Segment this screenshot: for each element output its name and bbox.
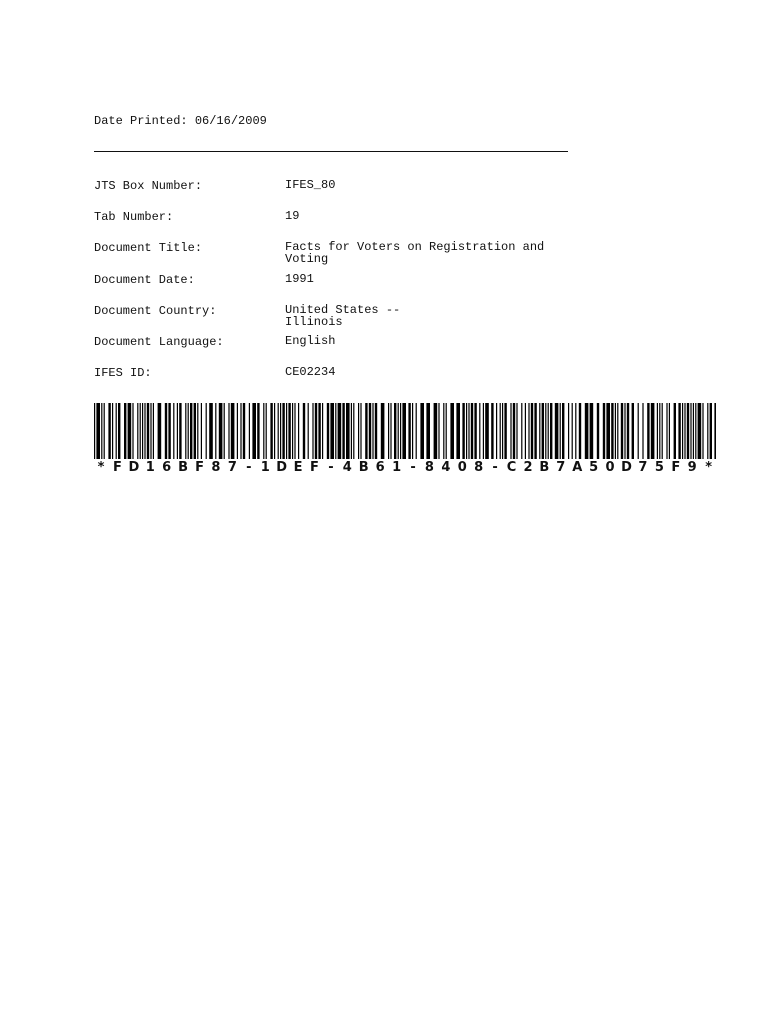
barcode-bar [466,403,467,459]
barcode-bar [338,403,342,459]
barcode-bar [627,403,629,459]
barcode-bar [240,403,241,459]
barcode-bar [485,403,489,459]
barcode-bar [606,403,610,459]
barcode-char: 5 [589,460,599,475]
barcode-bar [542,403,544,459]
barcode-bar [137,403,138,459]
barcode-bar [690,403,691,459]
barcode-bar [286,403,287,459]
barcode-bar [173,403,174,459]
barcode-bar [112,403,113,459]
barcode-bar [188,403,189,459]
barcode-bar [579,403,581,459]
barcode-bar [575,403,576,459]
barcode-bar [443,403,444,459]
barcode-bar [462,403,464,459]
barcode-char: 1 [392,460,402,475]
barcode-bar [687,403,689,459]
document-language-value: English [285,334,336,348]
barcode-bar [150,403,151,459]
barcode-char: 8 [474,460,484,475]
barcode-bar [168,403,170,459]
barcode-bar [516,403,517,459]
barcode-char: 0 [457,460,467,475]
barcode-bar [201,403,202,459]
barcode-bar [266,403,267,459]
barcode-char: 4 [441,460,451,475]
barcode-bar [548,403,549,459]
barcode-bar [714,403,716,459]
barcode-bar [412,403,413,459]
barcode-bar [243,403,245,459]
tab-number-value: 19 [285,209,300,223]
barcode-bar [400,403,401,459]
barcode-char: 9 [687,460,697,475]
barcode-bar [194,403,196,459]
barcode-bar [327,403,329,459]
barcode-bar [197,403,198,459]
barcode-bar [597,403,599,459]
barcode-bar [104,403,105,459]
barcode-bar [615,403,616,459]
barcode-char: F [671,460,681,475]
barcode-bar [693,403,694,459]
barcode-bar [263,403,264,459]
barcode-bar [335,403,336,459]
barcode-bar [369,403,371,459]
barcode-bar [642,403,643,459]
barcode-bar [237,403,238,459]
barcode-bar [496,403,497,459]
barcode-bar [684,403,685,459]
barcode-bar [118,403,120,459]
barcode-char: 0 [605,460,615,475]
barcode-bar [555,403,559,459]
barcode-bar [330,403,334,459]
barcode-bar [298,403,299,459]
barcode-bar [206,403,207,459]
barcode-bar [539,403,540,459]
barcode-bar [590,403,594,459]
barcode-bar [531,403,533,459]
barcode-bar [483,403,484,459]
barcode-bar [116,403,117,459]
date-printed-label: Date Printed: [94,114,188,128]
barcode-bars [94,403,716,459]
document-title-value: Facts for Voters on Registration and Voting [285,240,545,266]
barcode-char: - [492,460,498,475]
barcode-bar [450,403,454,459]
barcode-bar [456,403,460,459]
barcode-bar [510,403,511,459]
barcode-bar [375,403,377,459]
barcode-bar [249,403,250,459]
barcode-char: 6 [162,460,172,475]
barcode-bar [534,403,536,459]
barcode-bar [500,403,501,459]
barcode-caption [94,460,716,475]
barcode-bar [94,403,95,459]
header-divider [94,151,568,152]
barcode-bar [142,403,143,459]
barcode-char: 7 [227,460,237,475]
barcode-char: D [276,460,288,475]
barcode-char: E [293,460,303,475]
barcode-bar [521,403,522,459]
barcode-bar [603,403,605,459]
barcode-char: B [358,460,369,475]
barcode-char: C [506,460,517,475]
document-title-label: Document Title: [94,241,203,255]
ifes-id-label: IFES ID: [94,366,152,380]
barcode-bar [185,403,186,459]
barcode-char: 8 [211,460,221,475]
barcode [94,403,716,459]
barcode-bar [528,403,529,459]
barcode-bar [408,403,410,459]
barcode-char: D [621,460,632,475]
barcode-char: F [310,460,319,475]
barcode-bar [224,403,225,459]
barcode-bar [572,403,573,459]
barcode-bar [657,403,658,459]
barcode-char: 7 [638,460,648,475]
barcode-bar [294,403,295,459]
barcode-bar [358,403,359,459]
barcode-bar [394,403,396,459]
barcode-bar [611,403,613,459]
document-date-value: 1991 [285,272,314,286]
barcode-bar [351,403,352,459]
barcode-bar [682,403,683,459]
barcode-bar [621,403,623,459]
barcode-bar [153,403,154,459]
barcode-char: 4 [342,460,352,475]
barcode-bar [446,403,447,459]
barcode-bar [479,403,480,459]
barcode-bar [101,403,102,459]
barcode-bar [666,403,667,459]
barcode-bar [568,403,569,459]
barcode-bar [177,403,178,459]
barcode-char: - [410,460,416,475]
barcode-bar [280,403,281,459]
barcode-bar [282,403,284,459]
barcode-bar [638,403,639,459]
barcode-bar [312,403,313,459]
barcode-bar [468,403,469,459]
barcode-char: F [112,460,122,475]
barcode-bar [438,403,439,459]
barcode-bar [228,403,229,459]
barcode-bar [662,403,663,459]
barcode-char: 8 [424,460,434,475]
barcode-bar [346,403,350,459]
barcode-bar [491,403,493,459]
barcode-bar [315,403,317,459]
barcode-bar [651,403,655,459]
barcode-bar [420,403,424,459]
barcode-bar [434,403,438,459]
barcode-bar [504,403,506,459]
barcode-bar [322,403,323,459]
barcode-bar [140,403,141,459]
barcode-bar [710,403,712,459]
tab-number-label: Tab Number: [94,210,174,224]
barcode-char: 7 [556,460,566,475]
barcode-bar [416,403,417,459]
barcode-bar [372,403,373,459]
jts-box-number-label: JTS Box Number: [94,179,203,193]
barcode-bar [474,403,476,459]
barcode-bar [585,403,589,459]
barcode-bar [96,403,100,459]
barcode-char: 2 [523,460,533,475]
barcode-char: B [539,460,550,475]
barcode-char: * [705,460,713,475]
barcode-char: D [128,460,140,475]
barcode-bar [398,403,399,459]
barcode-bar [108,403,110,459]
barcode-char: - [246,460,252,475]
barcode-char: * [97,460,105,475]
jts-box-number-value: IFES_80 [285,178,336,192]
barcode-bar [390,403,391,459]
barcode-bar [270,403,272,459]
barcode-bar [624,403,625,459]
barcode-bar [402,403,406,459]
barcode-bar [132,403,133,459]
barcode-bar [292,403,293,459]
barcode-bar [124,403,126,459]
document-country-value: United States -- Illinois [285,303,401,329]
barcode-bar [674,403,676,459]
barcode-bar [158,403,162,459]
barcode-bar [471,403,473,459]
document-date-label: Document Date: [94,273,195,287]
barcode-bar [698,403,702,459]
date-printed [94,114,267,128]
document-language-label: Document Language: [94,335,224,349]
barcode-char: B [178,460,189,475]
barcode-bar [560,403,561,459]
barcode-bar [303,403,305,459]
barcode-bar [426,403,430,459]
barcode-bar [147,403,149,459]
barcode-bar [257,403,259,459]
barcode-bar [525,403,526,459]
barcode-bar [308,403,309,459]
barcode-bar [252,403,256,459]
barcode-bar [209,403,213,459]
barcode-bar [342,403,344,459]
barcode-bar [562,403,564,459]
barcode-char: 1 [260,460,270,475]
barcode-bar [550,403,552,459]
barcode-bar [647,403,649,459]
barcode-bar [659,403,660,459]
ifes-id-value: CE02234 [285,365,336,379]
barcode-char: A [572,460,583,475]
barcode-bar [274,403,275,459]
barcode-char: 5 [654,460,664,475]
barcode-bar [545,403,546,459]
barcode-char: 6 [375,460,385,475]
barcode-bar [695,403,696,459]
barcode-bar [318,403,320,459]
barcode-bar [353,403,354,459]
barcode-bar [128,403,132,459]
barcode-bar [678,403,680,459]
barcode-bar [231,403,235,459]
barcode-bar [165,403,167,459]
barcode-bar [144,403,145,459]
barcode-bar [669,403,670,459]
barcode-bar [179,403,181,459]
barcode-bar [360,403,361,459]
barcode-bar [219,403,223,459]
barcode-bar [502,403,503,459]
barcode-bar [617,403,618,459]
date-printed-value: 06/16/2009 [194,114,267,128]
barcode-bar [190,403,192,459]
barcode-bar [381,403,385,459]
barcode-char: 1 [145,460,155,475]
barcode-bar [702,403,703,459]
barcode-char: F [195,460,204,475]
barcode-char: - [328,460,334,475]
barcode-bar [278,403,279,459]
barcode-bar [288,403,290,459]
barcode-bar [707,403,708,459]
barcode-bar [513,403,515,459]
barcode-bar [632,403,634,459]
barcode-bar [388,403,389,459]
document-country-label: Document Country: [94,304,217,318]
barcode-bar [365,403,367,459]
barcode-bar [215,403,216,459]
